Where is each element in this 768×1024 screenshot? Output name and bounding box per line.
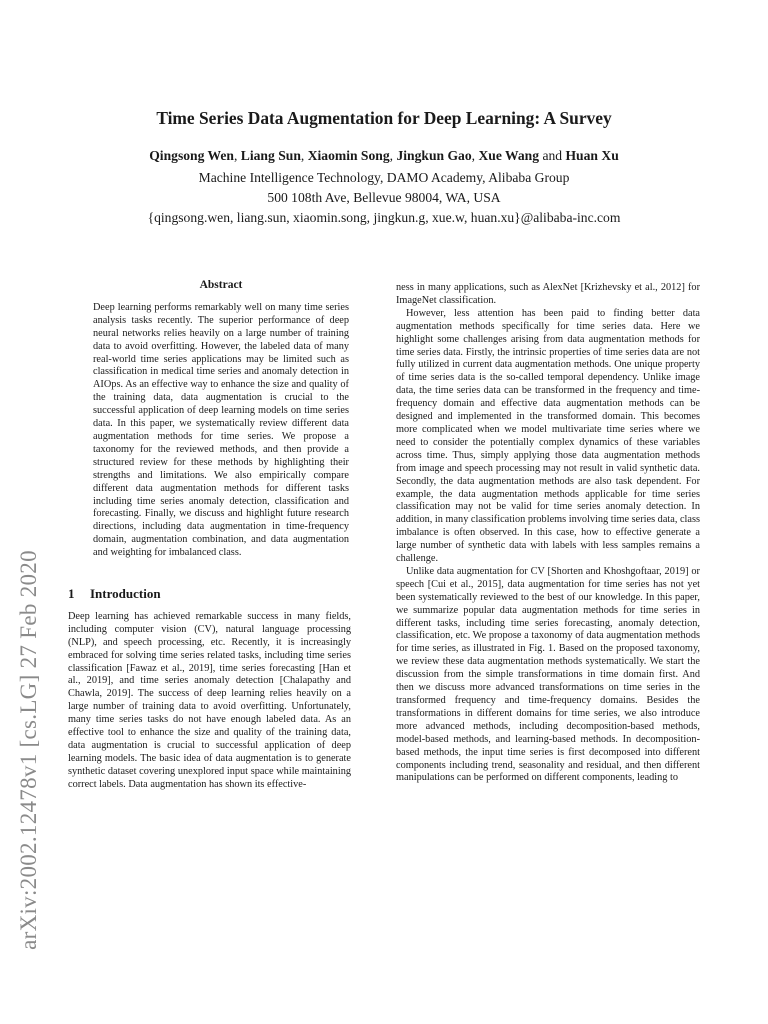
author-name: Huan Xu (565, 148, 619, 163)
right-column (396, 282, 700, 785)
paragraph: Unlike data augmentation for CV [Shorten and Khoshgoftaar, 2019] or speech [Cui et al., 2015], data augmentation for time series has not yet been systematically reviewed to the best of our knowledge. In this paper, we summarize popular data augmentation methods for time series in different tasks, including time series forecasting, anomaly detection, classification, etc. We propose a taxonomy of data augmentation methods for time series, as illustrated in Fig. 1. Based on the proposed taxonomy, we review these data augmentation methods systematically. We start the discussion from the simple transformations in time domain first. And then we discuss more advanced transformations on time series in the transformed frequency and time-frequency domains. Besides the transformations in different domains for time series, we also introduce more advanced methods, including decomposition-based methods, model-based methods, and learning-based methods. In decomposition-based methods, the input time series is first decomposed into different components including trend, seasonality and residual, and then different manipulations can be performed on different components, leading to (396, 565, 700, 784)
author-name: Xiaomin Song (307, 148, 390, 163)
author-separator: , (471, 148, 476, 163)
address: 500 108th Ave, Bellevue 98004, WA, USA (267, 190, 501, 205)
author-separator: , (300, 148, 305, 163)
abstract-heading: Abstract (199, 279, 243, 291)
section-title: Introduction (90, 586, 161, 602)
paper-header (60, 108, 708, 228)
paragraph: Deep learning has achieved remarkable success in many fields, including computer vision (CV), natural language processing (NLP), and speech processing, etc. Recently, it is increasingly embraced for solving time series related tasks, including time series classification [Fawaz et al., 2019], time series forecasting [Han et al., 2019], and time series anomaly detection [Chalapathy and Chawla, 2019]. The success of deep learning relies heavily on a large number of training data to avoid overfitting. Unfortunately, many time series tasks do not have enough labeled data. As an effective tool to enhance the size and quality of the training data, data augmentation is crucial to successful application of deep learning models. The basic idea of data augmentation is to generate synthetic dataset covering unexplored input space while maintaining correct labels. Data augmentation has shown its effective- (68, 610, 351, 790)
author-conjunction: and (542, 148, 563, 163)
intro-body-left (68, 611, 351, 792)
arxiv-identifier: arXiv:2002.12478v1 [cs.LG] 27 Feb 2020 (16, 550, 41, 950)
paragraph: ness in many applications, such as AlexNet [Krizhevsky et al., 2012] for ImageNet classification. (396, 282, 700, 306)
arxiv-sidebar (10, 265, 48, 950)
section-number: 1 (68, 586, 75, 602)
left-column (68, 279, 351, 792)
author-name: Qingsong Wen (149, 148, 234, 163)
section-heading (68, 588, 351, 601)
paper-title: Time Series Data Augmentation for Deep Learning: A Survey (156, 108, 612, 128)
author-separator: , (389, 148, 394, 163)
author-name: Jingkun Gao (396, 148, 472, 163)
author-separator: , (233, 148, 238, 163)
paragraph: However, less attention has been paid to finding better data augmentation methods specifically for time series data. Here we highlight some challenges arising from data augmentation methods for time series data. Firstly, the intrinsic properties of time series data are not fully utilized in current data augmentation methods. One unique property of time series data is the so-called temporal dependency. Unlike image data, the time series data can be transformed in the frequency and time-frequency domain and effective data augmentation methods can be designed and implemented in the transformed domain. This becomes more complicated when we model multivariate time series where we need to consider the potentially complex dynamics of these variables across time. Thus, simply applying those data augmentation methods from image and speech processing may not result in valid synthetic data. Secondly, the data augmentation methods are also task dependent. For example, the data augmentation methods applicable for time series classification may not be valid for time series anomaly detection. In addition, in many classification problems involving time series data, class imbalance is often observed. In this case, how to effective generate a large number of synthetic data with labels with less samples remains a challenge. (396, 307, 700, 565)
author-name: Xue Wang (478, 148, 540, 163)
affiliation: Machine Intelligence Technology, DAMO Academy, Alibaba Group (198, 170, 570, 185)
abstract-text: Deep learning performs remarkably well on many time series analysis tasks recently. The superior performance of deep neural networks relies heavily on a large number of training data to avoid overfitting. However, the labeled data of many real-world time series applications may be limited such as classification in medical time series and anomaly detection in AIOps. As an effective way to enhance the size and quality of the training data, data augmentation is crucial to the successful application of deep learning models on time series data. In this paper, we systematically review different data augmentation methods for time series. We propose a taxonomy for the reviewed methods, and then provide a structured review for these methods by highlighting their strengths and limitations. We also empirically compare different data augmentation methods for different tasks including time series anomaly detection, classification and forecasting. Finally, we discuss and highlight future research directions, including data augmentation in time-frequency domain, augmentation combination, and data augmentation and weighting for imbalanced class. (93, 301, 349, 559)
author-emails: {qingsong.wen, liang.sun, xiaomin.song, jingkun.g, xue.w, huan.xu}@alibaba-inc.com (147, 210, 621, 225)
author-list (60, 148, 708, 164)
author-name: Liang Sun (240, 148, 301, 163)
